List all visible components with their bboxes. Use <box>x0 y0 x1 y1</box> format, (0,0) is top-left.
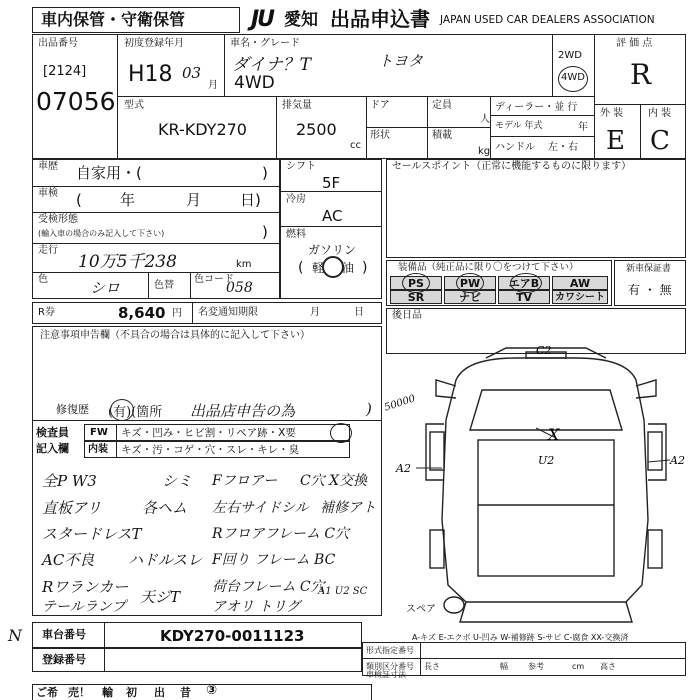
mileage-label: 走行 <box>38 245 58 256</box>
repair-yes-circle <box>110 399 134 421</box>
tax-unit: 円 <box>172 308 182 319</box>
capacity-unit: 人 <box>480 114 490 125</box>
note-line-4-b: ハドルスレ <box>128 551 203 569</box>
import-note: (輸入車の場合のみ記入して下さい) <box>38 229 165 238</box>
equipment-pw: PW <box>444 276 496 290</box>
shift-label: シフト <box>286 161 316 172</box>
model-year-label: モデル 年式 <box>495 121 543 131</box>
import-close: ) <box>262 223 268 241</box>
fuel-oil: 油 <box>342 261 355 275</box>
damage-mark-a2-left: A2 <box>396 462 411 475</box>
shape-label: 形状 <box>370 130 390 141</box>
model-drive: 4WD <box>234 73 275 93</box>
note-line-4-a: AC不良 <box>42 551 95 569</box>
fuel-paren-close: ) <box>362 260 368 276</box>
type-value: KR-KDY270 <box>158 120 247 139</box>
model-maker: トヨタ <box>378 52 424 70</box>
handle-value: 左・右 <box>548 142 578 153</box>
x-required-circle <box>330 423 352 443</box>
repair-close: ) <box>366 400 372 418</box>
drive-2wd: 2WD <box>558 50 582 61</box>
note-line-3-c: Rフロアフレーム C穴 <box>212 526 350 542</box>
spec-ref: 参考 <box>528 662 544 671</box>
lot-number: 07056 <box>36 87 116 116</box>
ac-label: 冷房 <box>286 194 306 205</box>
equipment-leather-seat: カワシート <box>552 290 608 304</box>
model-name: ダイナ？T <box>232 55 311 75</box>
repair-label: 修復歴 <box>56 403 89 416</box>
report-label: 記入欄 <box>36 442 69 455</box>
grade-int-label: 内 装 <box>648 108 672 119</box>
sales-point-box <box>386 159 686 258</box>
grade-ext-value: E <box>606 126 625 156</box>
fw-items: キズ・凹み・ヒビ割・リペア跡・X要 <box>121 427 296 439</box>
fuel-selected-circle <box>322 256 344 278</box>
notes-header: 注意事項申告欄（不具合の場合は具体的に記入して下さい） <box>40 330 310 341</box>
fw-label: FW <box>90 427 108 438</box>
storage-tab-label: 車内保管・守衛保管 <box>41 10 186 29</box>
capacity-label: 定員 <box>432 100 452 111</box>
color-value: シロ <box>90 279 121 297</box>
color-label: 色 <box>38 274 48 285</box>
footer-item-5: 出 <box>154 686 165 699</box>
margin-note: 50000 <box>383 393 417 414</box>
color-code-label: 色コード <box>194 274 234 285</box>
inspection-month: 月 <box>186 191 202 209</box>
ac-value: AC <box>322 207 343 225</box>
lot-label: 出品番号 <box>38 38 78 49</box>
type-label: 型式 <box>124 100 144 111</box>
displacement-value: 2500 <box>296 120 337 139</box>
footer-item-3: 輸 <box>102 686 113 699</box>
displacement-label: 排気量 <box>282 100 312 111</box>
repair-value: (有)(箇所 <box>108 405 163 420</box>
damage-mark-c2: C2 <box>536 344 552 357</box>
note-line-6-c: アオリ トリグ <box>212 599 301 615</box>
new-warranty-value: 有 ・ 無 <box>628 283 672 297</box>
damage-legend: A-キズ E-エクボ U-凹み W-補修跡 S-サビ C-腐食 XX-交換済 <box>412 633 629 642</box>
spec-height: 高さ <box>600 662 616 671</box>
mileage-unit: km <box>236 259 252 270</box>
grade-label: 評 価 点 <box>616 38 653 49</box>
door-label: ドア <box>370 100 390 111</box>
load-label: 積載 <box>432 130 452 141</box>
equipment-navi: ナビ <box>444 290 496 304</box>
history-close: ) <box>262 164 268 182</box>
note-line-1-c: Fフロアー <box>212 473 278 489</box>
org-name: 愛知 <box>284 10 318 30</box>
load-unit: kg <box>478 146 491 157</box>
footer-item-4: 初 <box>126 686 137 699</box>
fuel-value: ガソリン <box>308 243 357 257</box>
inspection-label: 車検 <box>38 188 58 199</box>
note-line-3-a: スタードレスT <box>42 525 142 543</box>
notice-day: 日 <box>354 307 364 318</box>
note-line-1-b: シミ <box>162 472 193 490</box>
handle-label: ハンドル <box>495 142 535 153</box>
chassis-check-mark: N <box>8 626 22 645</box>
notice-label: 名変通知期限 <box>198 307 258 318</box>
color-code-value: 058 <box>226 280 253 296</box>
spec-unit: cm <box>572 662 585 671</box>
history-label: 車歴 <box>38 161 58 172</box>
inspection-open: ( <box>76 191 82 209</box>
chassis-label: 車台番号 <box>42 628 86 641</box>
history-value: 自家用・( <box>76 164 142 182</box>
sales-point-label: セールスポイント（正常に機能するものに限ります） <box>392 161 632 172</box>
footer-item-6: 昔 <box>180 686 191 699</box>
dealer-parallel-label: ディーラー・並 行 <box>495 102 578 113</box>
tax-value: 8,640 <box>118 304 166 322</box>
spec-width: 幅 <box>500 662 508 671</box>
inspector-label: 検査員 <box>36 426 69 439</box>
registration-era-year: H18 <box>128 62 173 87</box>
footer-item-2: 売！ <box>68 686 90 699</box>
drive-4wd: 4WD <box>561 72 585 83</box>
note-line-6-a: テールランプ <box>42 599 126 615</box>
note-line-1-a: 全P W3 <box>42 472 97 490</box>
notice-month: 月 <box>310 307 320 318</box>
color-change-label: 色替 <box>154 280 174 291</box>
grade-ext-label: 外 装 <box>600 108 624 119</box>
shift-value: 5F <box>322 174 341 192</box>
registration-month-unit: 月 <box>208 80 218 91</box>
spec-length: 長さ <box>424 662 440 671</box>
note-line-5-c: 荷台フレーム C穴 <box>212 579 325 595</box>
note-line-4-c: F回り フレーム BC <box>212 552 336 568</box>
registration-month: 03 <box>182 64 202 82</box>
damage-mark-u2: U2 <box>538 454 555 467</box>
model-year-unit: 年 <box>578 122 588 133</box>
import-label: 受検形態 <box>38 214 78 225</box>
model-label: 車名・グレード <box>230 38 300 49</box>
form-title: 出品申込書 <box>330 7 430 31</box>
fuel-diesel: 軽 <box>312 261 325 275</box>
equipment-tv: TV <box>498 290 550 304</box>
int-items: キズ・汚・コゲ・穴・スレ・キレ・臭 <box>121 444 300 456</box>
inspection-year: 年 <box>120 191 136 209</box>
int-label: 内装 <box>88 444 108 455</box>
repair-detail: 出品店申告の為 <box>190 402 296 420</box>
damage-mark-a2-right: A2 <box>670 454 685 467</box>
spare-label: スペア <box>406 604 436 615</box>
equipment-sr: SR <box>390 290 442 304</box>
note-line-2-a: 直板アリ <box>42 499 102 517</box>
registration-number-label: 登録番号 <box>42 653 86 666</box>
mileage-value: 10万5千238 <box>78 252 177 272</box>
damage-mark-x: X <box>548 425 560 444</box>
tax-label: R券 <box>38 307 55 318</box>
org-name-english: JAPAN USED CAR DEALERS ASSOCIATION <box>440 14 655 26</box>
equipment-pw-circle <box>456 273 484 293</box>
note-line-2-c: 左右サイドシル <box>212 500 309 516</box>
remarks-label: 後日品 <box>392 310 422 321</box>
new-warranty-label: 新車保証書 <box>626 264 672 274</box>
displacement-unit: cc <box>350 140 361 151</box>
note-line-5-a: Rワランカー <box>42 578 129 596</box>
registration-label: 初度登録年月 <box>124 38 184 49</box>
grade-value: R <box>630 58 652 91</box>
fuel-label: 燃料 <box>286 229 306 240</box>
note-line-5-d: A1 U2 SC <box>318 586 368 597</box>
equipment-aw: AW <box>552 276 608 290</box>
equipment-airbag-circle <box>510 273 542 293</box>
footer-item-1: ご希 <box>36 686 58 699</box>
lot-code: [2124] <box>43 64 87 79</box>
spec-label-2: 類別区分番号 <box>366 662 414 671</box>
fuel-paren-open: ( <box>298 260 304 276</box>
ju-logo: JU <box>251 7 274 32</box>
equipment-airbag: エアB <box>498 276 550 290</box>
note-line-5-b: 天ジT <box>140 588 181 606</box>
note-line-2-d: 補修アト <box>320 500 376 516</box>
equipment-label: 装備品（純正品に限り〇をつけて下さい） <box>398 262 579 273</box>
chassis-value: KDY270-0011123 <box>160 627 305 645</box>
spec-label: 形式指定番号 <box>366 646 414 655</box>
note-line-1-d: C穴 X交換 <box>300 473 368 489</box>
inspection-day: 日) <box>240 191 261 209</box>
note-line-2-b: 各ヘム <box>142 499 188 517</box>
spec-length-label: 車検証寸法 <box>366 670 406 679</box>
grade-int-value: C <box>650 126 670 156</box>
footer-item-7: ③ <box>206 683 218 698</box>
vehicle-diagram <box>386 340 700 640</box>
equipment-ps-circle <box>402 273 430 293</box>
equipment-ps: PS <box>390 276 442 290</box>
